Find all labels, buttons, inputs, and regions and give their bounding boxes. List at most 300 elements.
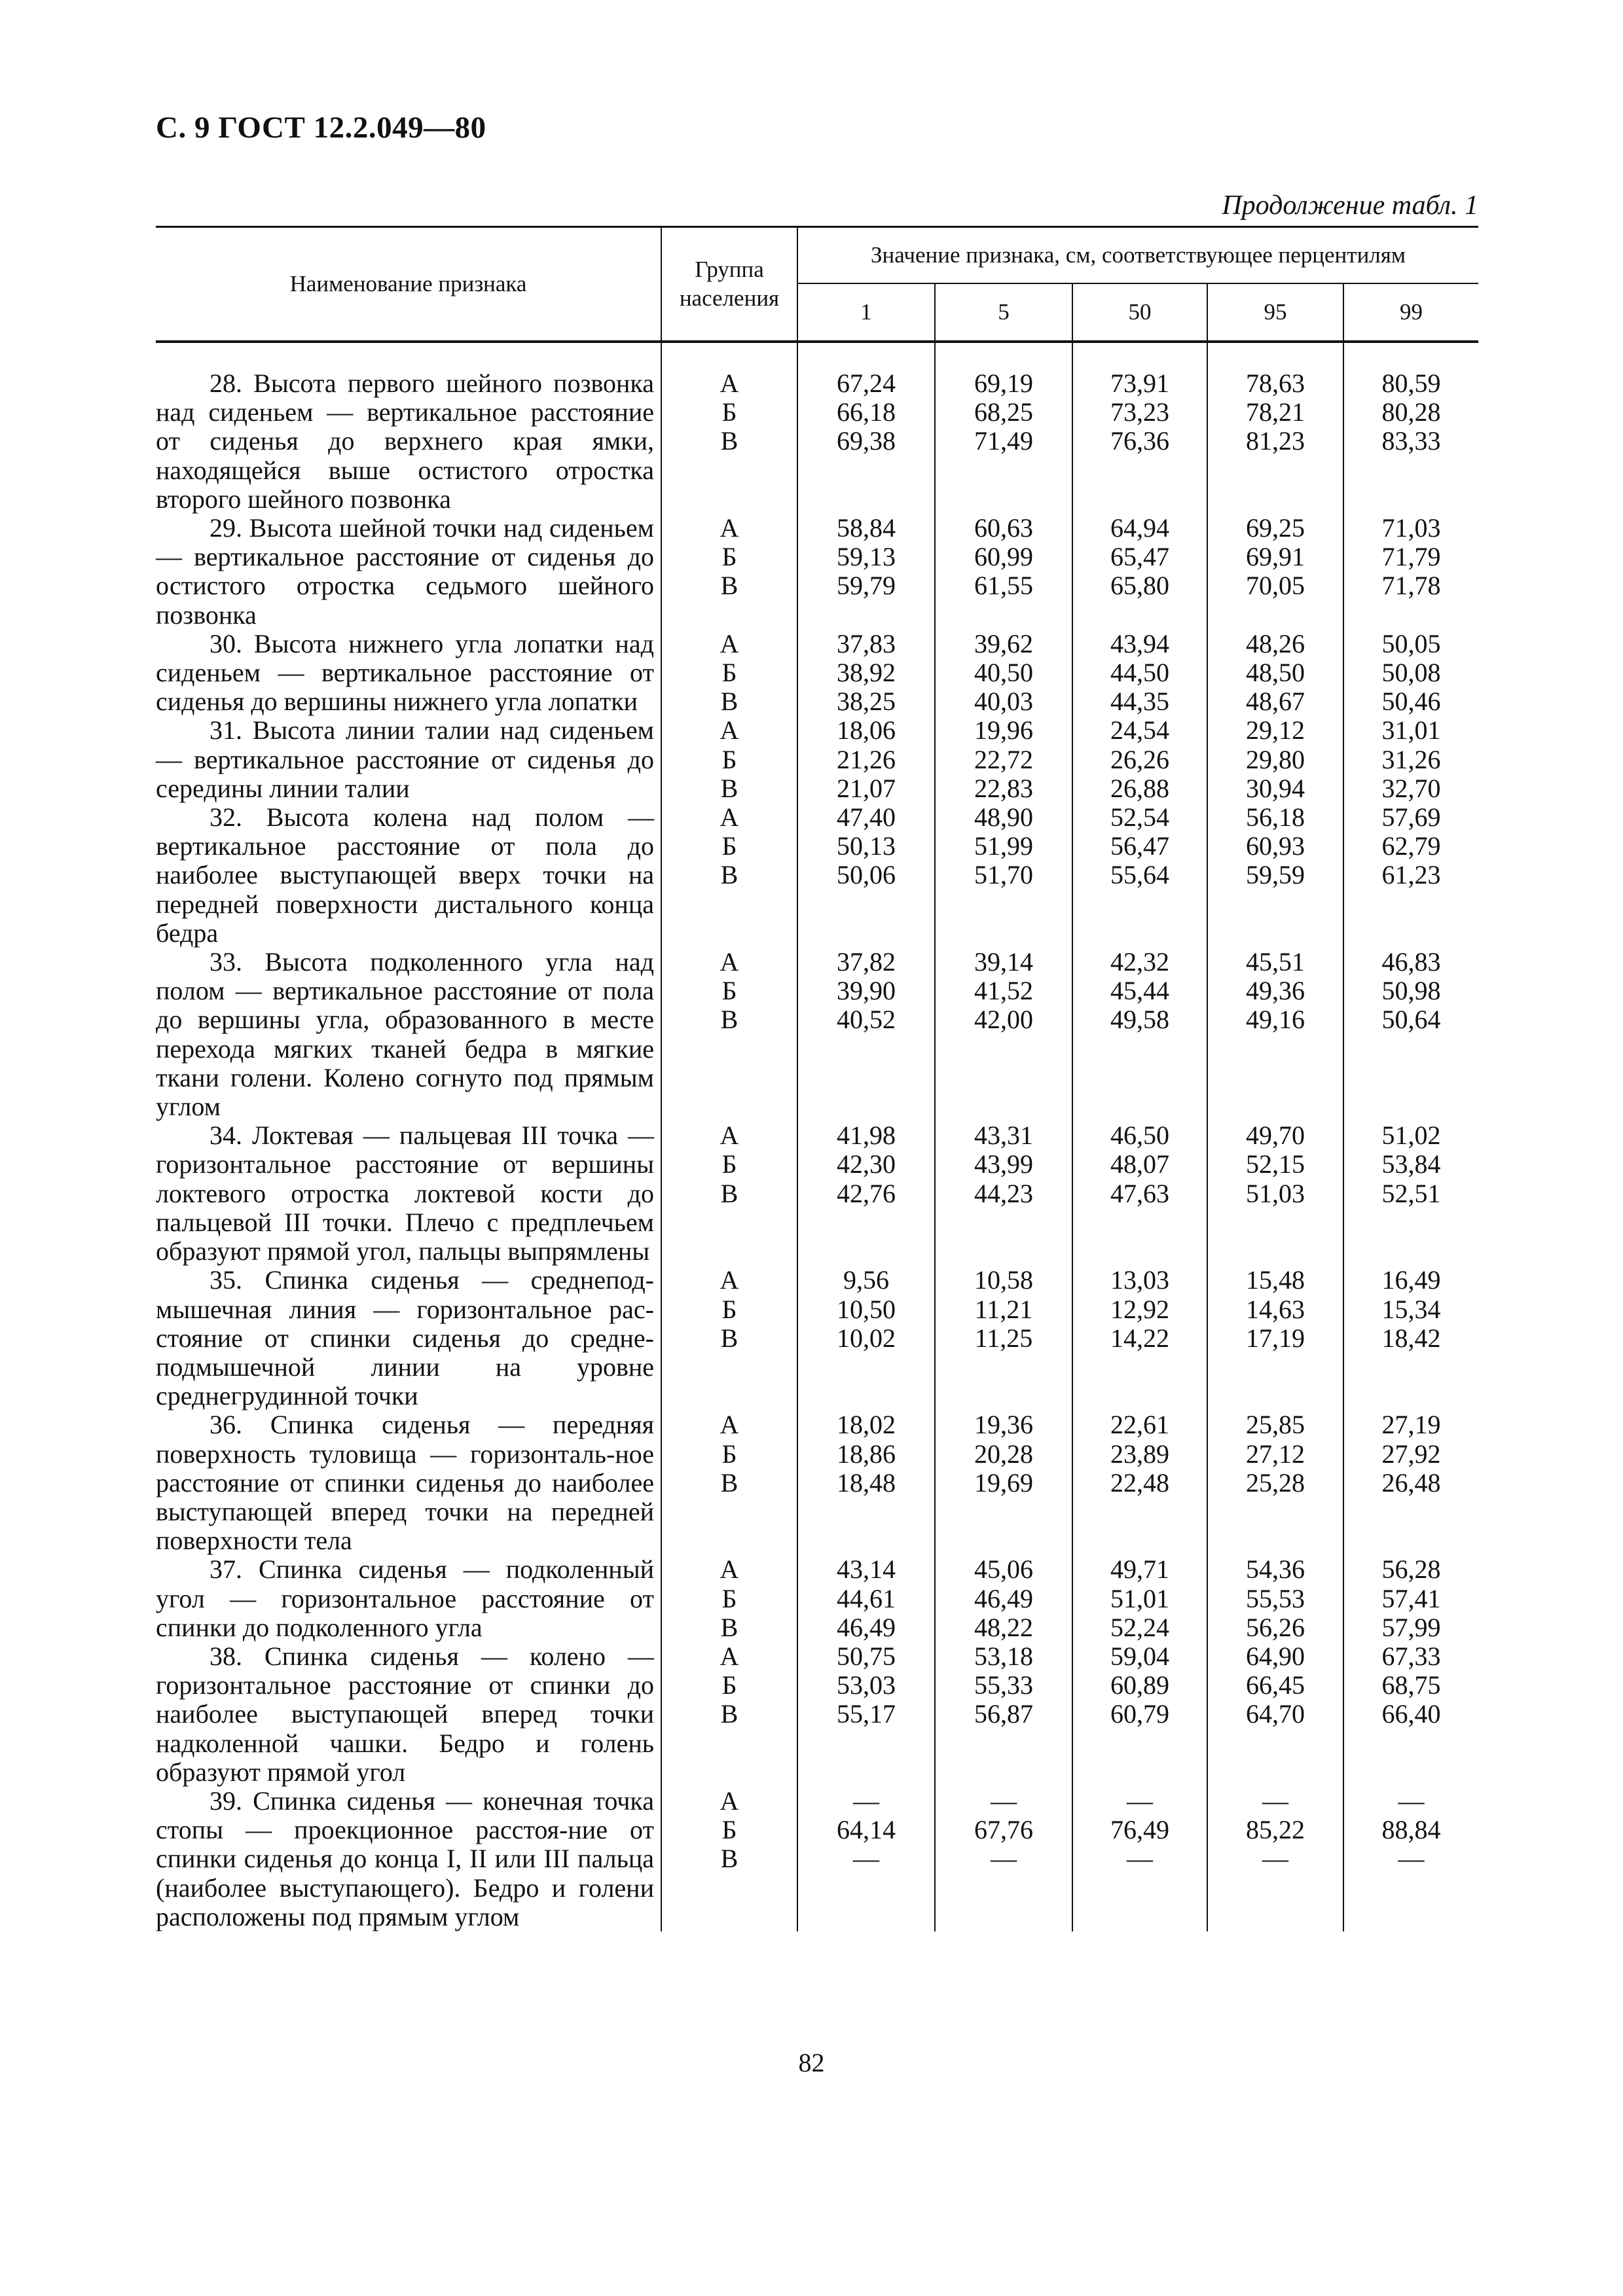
column-header-values: Значение признака, см, соответствующее перцентилям: [797, 227, 1478, 284]
feature-name-cell: [156, 1410, 661, 1555]
percentile-p50-cell: [1072, 514, 1207, 630]
percentile-header-50: 50: [1072, 283, 1207, 342]
feature-name: 32. Высота колена над полом — вертикальное расстояние от пола до наиболее выступающей вверх точки на передней поверхности дистального конца бедра: [156, 802, 654, 948]
percentile-value: 18,48: [837, 1467, 896, 1498]
percentile-value: 18,42: [1381, 1323, 1441, 1353]
percentile-value: 67,76: [974, 1815, 1033, 1845]
percentile-value: 65,47: [1110, 542, 1169, 572]
population-group: А: [720, 802, 739, 833]
population-group: В: [720, 1467, 739, 1498]
feature-name-cell: [156, 1121, 661, 1266]
percentile-value: 53,18: [974, 1641, 1033, 1671]
percentile-value: 48,22: [974, 1612, 1033, 1642]
population-group: В: [720, 687, 739, 717]
percentile-value: 43,14: [837, 1554, 896, 1585]
percentile-value: 76,36: [1110, 426, 1169, 456]
table-body: [156, 342, 1478, 1931]
percentile-value: 52,24: [1110, 1612, 1169, 1642]
percentile-value: 26,26: [1110, 744, 1169, 774]
percentile-value: 55,33: [974, 1670, 1033, 1700]
percentile-value: 37,82: [837, 947, 896, 977]
percentile-p5-cell: [935, 1410, 1072, 1555]
feature-name-cell: [156, 803, 661, 948]
percentile-p1-cell: [797, 369, 935, 514]
percentile-value: 50,13: [837, 831, 896, 861]
percentile-p5-cell: [935, 1121, 1072, 1266]
percentile-value: 66,45: [1246, 1670, 1305, 1700]
percentile-header-99: 99: [1343, 283, 1478, 342]
percentile-p95-cell: [1207, 1121, 1343, 1266]
percentile-value: 13,03: [1110, 1265, 1169, 1295]
percentile-value: 46,50: [1110, 1121, 1169, 1151]
table-row: [156, 948, 1478, 1121]
population-group-cell: [661, 369, 797, 514]
percentile-value: 56,47: [1110, 831, 1169, 861]
percentile-p1-cell: [797, 716, 935, 803]
percentile-value: 51,02: [1381, 1121, 1441, 1151]
feature-name-cell: [156, 1266, 661, 1410]
percentile-value: 60,79: [1110, 1699, 1169, 1729]
population-group: Б: [721, 542, 737, 572]
percentile-value: 37,83: [837, 628, 896, 658]
percentile-value: 69,91: [1246, 542, 1305, 572]
percentile-value: 38,92: [837, 658, 896, 688]
percentile-p99-cell: [1343, 630, 1478, 717]
feature-name-cell: [156, 1555, 661, 1642]
table-row: [156, 1555, 1478, 1642]
percentile-p50-cell: [1072, 1121, 1207, 1266]
percentile-p1-cell: [797, 630, 935, 717]
percentile-value: 22,61: [1110, 1410, 1169, 1440]
percentile-value: 15,48: [1246, 1265, 1305, 1295]
percentile-value: 71,03: [1381, 513, 1441, 543]
percentile-p5-cell: [935, 630, 1072, 717]
percentile-value: 38,25: [837, 687, 896, 717]
percentile-p95-cell: [1207, 1555, 1343, 1642]
percentile-value: 15,34: [1381, 1294, 1441, 1324]
percentile-value: 39,14: [974, 947, 1033, 977]
percentile-p95-cell: [1207, 514, 1343, 630]
population-group-cell: [661, 1642, 797, 1787]
table-row: [156, 369, 1478, 514]
percentile-value: 21,26: [837, 744, 896, 774]
population-group: Б: [721, 1670, 737, 1700]
percentile-value: 55,53: [1246, 1583, 1305, 1613]
percentile-value: 70,05: [1246, 571, 1305, 601]
percentile-value: 53,84: [1381, 1149, 1441, 1179]
population-group-cell: [661, 803, 797, 948]
percentile-value: 14,22: [1110, 1323, 1169, 1353]
percentile-header-1: 1: [797, 283, 935, 342]
feature-name: 28. Высота первого шейного позвонка над сиденьем — вертикальное расстояние от сиденья до верхнего края ямки, находящейся выше остистого отростка второго шейного позвонка: [156, 368, 654, 514]
percentile-value: 46,49: [974, 1583, 1033, 1613]
percentile-p50-cell: [1072, 1787, 1207, 1931]
percentile-p5-cell: [935, 716, 1072, 803]
percentile-p99-cell: [1343, 1642, 1478, 1787]
anthropometric-table: [156, 226, 1478, 1931]
percentile-value: 61,23: [1381, 860, 1441, 890]
percentile-value: 43,99: [974, 1149, 1033, 1179]
percentile-value: 42,32: [1110, 947, 1169, 977]
percentile-value: 65,80: [1110, 571, 1169, 601]
percentile-value: 50,06: [837, 860, 896, 890]
population-group: А: [720, 1410, 739, 1440]
percentile-value: 11,25: [974, 1323, 1033, 1353]
population-group: А: [720, 947, 739, 977]
percentile-p99-cell: [1343, 1266, 1478, 1410]
percentile-value: 66,40: [1381, 1699, 1441, 1729]
percentile-value: 51,99: [974, 831, 1033, 861]
percentile-value: 55,17: [837, 1699, 896, 1729]
percentile-value: 44,50: [1110, 658, 1169, 688]
percentile-value: 40,03: [974, 687, 1033, 717]
percentile-value: 69,25: [1246, 513, 1305, 543]
table-row: [156, 803, 1478, 948]
table-row: [156, 514, 1478, 630]
percentile-value: 62,79: [1381, 831, 1441, 861]
percentile-value: 23,89: [1110, 1439, 1169, 1469]
percentile-p5-cell: [935, 1642, 1072, 1787]
percentile-value: 60,93: [1246, 831, 1305, 861]
population-group: А: [720, 513, 739, 543]
percentile-value: 22,48: [1110, 1467, 1169, 1498]
percentile-value: 44,35: [1110, 687, 1169, 717]
percentile-value: 19,69: [974, 1467, 1033, 1498]
percentile-value: 56,18: [1246, 802, 1305, 833]
percentile-value: 18,06: [837, 715, 896, 745]
percentile-value: 43,94: [1110, 628, 1169, 658]
percentile-value: 49,58: [1110, 1005, 1169, 1035]
percentile-value: 49,71: [1110, 1554, 1169, 1585]
percentile-value: 55,64: [1110, 860, 1169, 890]
percentile-value: 39,90: [837, 976, 896, 1006]
column-header-group-line1: Группа: [695, 257, 764, 283]
percentile-value: 52,15: [1246, 1149, 1305, 1179]
percentile-value: 41,52: [974, 976, 1033, 1006]
percentile-value: 68,75: [1381, 1670, 1441, 1700]
feature-name: 33. Высота подколенного угла над полом — вертикальное расстояние от пола до вершины угла, образованного в месте перехода мягких тканей бедра в мягкие ткани голени. Колено согнуто под прямым углом: [156, 947, 654, 1122]
percentile-value: 27,12: [1246, 1439, 1305, 1469]
feature-name: 35. Спинка сиденья — среднепод-мышечная линия — горизонтальное рас-стояние от спинки сиденья до средне-подмышечной линии на уровне среднегрудинной точки: [156, 1265, 654, 1411]
percentile-header-95: 95: [1207, 283, 1343, 342]
percentile-value: 71,78: [1381, 571, 1441, 601]
column-header-group: [661, 227, 797, 342]
population-group: Б: [721, 397, 737, 427]
table-row: [156, 1121, 1478, 1266]
percentile-value: 26,48: [1381, 1467, 1441, 1498]
percentile-value: —: [853, 1844, 879, 1874]
percentile-value: 73,23: [1110, 397, 1169, 427]
table-continuation-label: Продолжение табл. 1: [1222, 190, 1478, 221]
population-group-cell: [661, 630, 797, 717]
feature-name: 38. Спинка сиденья — колено — горизонтальное расстояние от спинки до наиболее выступающей вперед точки надколенной чашки. Бедро и голень образуют прямой угол: [156, 1641, 654, 1787]
population-group: Б: [721, 976, 737, 1006]
percentile-value: 16,49: [1381, 1265, 1441, 1295]
percentile-value: 42,76: [837, 1178, 896, 1208]
percentile-p99-cell: [1343, 948, 1478, 1121]
percentile-value: 50,05: [1381, 628, 1441, 658]
percentile-value: 59,13: [837, 542, 896, 572]
percentile-value: 59,04: [1110, 1641, 1169, 1671]
table-row: [156, 716, 1478, 803]
percentile-value: 59,79: [837, 571, 896, 601]
population-group: В: [720, 1178, 739, 1208]
column-header-group-line2: населения: [679, 285, 780, 311]
percentile-p50-cell: [1072, 1642, 1207, 1787]
percentile-p5-cell: [935, 1787, 1072, 1931]
percentile-p99-cell: [1343, 514, 1478, 630]
page-number: 82: [798, 2048, 825, 2077]
percentile-p1-cell: [797, 1121, 935, 1266]
percentile-p50-cell: [1072, 716, 1207, 803]
population-group: А: [720, 1121, 739, 1151]
percentile-value: 53,03: [837, 1670, 896, 1700]
population-group: Б: [721, 1149, 737, 1179]
percentile-value: 24,54: [1110, 715, 1169, 745]
percentile-p1-cell: [797, 803, 935, 948]
percentile-value: 81,23: [1246, 426, 1305, 456]
percentile-value: 10,58: [974, 1265, 1033, 1295]
feature-name-cell: [156, 514, 661, 630]
percentile-p95-cell: [1207, 716, 1343, 803]
percentile-value: 50,08: [1381, 658, 1441, 688]
percentile-value: 18,02: [837, 1410, 896, 1440]
percentile-value: 58,84: [837, 513, 896, 543]
percentile-value: 57,41: [1381, 1583, 1441, 1613]
percentile-value: 40,50: [974, 658, 1033, 688]
feature-name-cell: [156, 948, 661, 1121]
percentile-value: 88,84: [1381, 1815, 1441, 1845]
percentile-value: 22,72: [974, 744, 1033, 774]
percentile-value: 52,51: [1381, 1178, 1441, 1208]
percentile-value: 71,79: [1381, 542, 1441, 572]
percentile-p99-cell: [1343, 803, 1478, 948]
percentile-value: 44,61: [837, 1583, 896, 1613]
population-group-cell: [661, 948, 797, 1121]
population-group: А: [720, 1554, 739, 1585]
percentile-p50-cell: [1072, 630, 1207, 717]
percentile-value: 11,21: [974, 1294, 1033, 1324]
percentile-value: 22,83: [974, 773, 1033, 803]
percentile-p5-cell: [935, 948, 1072, 1121]
percentile-value: 41,98: [837, 1121, 896, 1151]
population-group-cell: [661, 716, 797, 803]
percentile-value: 59,59: [1246, 860, 1305, 890]
population-group: А: [720, 628, 739, 658]
percentile-p1-cell: [797, 1642, 935, 1787]
percentile-value: 78,21: [1246, 397, 1305, 427]
percentile-value: 56,26: [1246, 1612, 1305, 1642]
percentile-value: 49,70: [1246, 1121, 1305, 1151]
percentile-p95-cell: [1207, 630, 1343, 717]
population-group: Б: [721, 1439, 737, 1469]
percentile-value: 46,83: [1381, 947, 1441, 977]
percentile-p99-cell: [1343, 1410, 1478, 1555]
percentile-value: 18,86: [837, 1439, 896, 1469]
percentile-value: 10,50: [837, 1294, 896, 1324]
percentile-value: 48,26: [1246, 628, 1305, 658]
percentile-value: 60,89: [1110, 1670, 1169, 1700]
population-group: В: [720, 1323, 739, 1353]
percentile-value: 60,99: [974, 542, 1033, 572]
feature-name: 39. Спинка сиденья — конечная точка стопы — проекционное расстоя-ние от спинки сиденья до конца I, II или III пальца (наиболее выступающего). Бедро и голени расположены под прямым углом: [156, 1785, 654, 1931]
percentile-value: 57,99: [1381, 1612, 1441, 1642]
population-group-cell: [661, 1266, 797, 1410]
percentile-value: 45,44: [1110, 976, 1169, 1006]
percentile-value: 31,01: [1381, 715, 1441, 745]
percentile-value: —: [1127, 1844, 1153, 1874]
feature-name: 29. Высота шейной точки над сиденьем — вертикальное расстояние от сиденья до остистого отростка седьмого шейного позвонка: [156, 513, 654, 630]
percentile-p1-cell: [797, 948, 935, 1121]
percentile-value: 64,94: [1110, 513, 1169, 543]
percentile-value: 80,59: [1381, 368, 1441, 398]
percentile-value: 39,62: [974, 628, 1033, 658]
percentile-value: 12,92: [1110, 1294, 1169, 1324]
percentile-p95-cell: [1207, 369, 1343, 514]
percentile-value: 42,30: [837, 1149, 896, 1179]
percentile-value: 48,90: [974, 802, 1033, 833]
table-row: [156, 1787, 1478, 1931]
percentile-value: 21,07: [837, 773, 896, 803]
percentile-value: 10,02: [837, 1323, 896, 1353]
feature-name-cell: [156, 716, 661, 803]
percentile-value: 64,14: [837, 1815, 896, 1845]
population-group: А: [720, 368, 739, 398]
table-row: [156, 1410, 1478, 1555]
population-group-cell: [661, 1121, 797, 1266]
percentile-p5-cell: [935, 369, 1072, 514]
percentile-value: 25,28: [1246, 1467, 1305, 1498]
percentile-p5-cell: [935, 803, 1072, 948]
table-row: [156, 1266, 1478, 1410]
population-group: В: [720, 860, 739, 890]
percentile-p1-cell: [797, 1266, 935, 1410]
percentile-value: —: [1398, 1844, 1425, 1874]
table-spacer-row: [156, 342, 1478, 369]
percentile-value: 50,46: [1381, 687, 1441, 717]
percentile-value: 26,88: [1110, 773, 1169, 803]
percentile-value: 48,07: [1110, 1149, 1169, 1179]
percentile-value: 69,38: [837, 426, 896, 456]
percentile-header-5: 5: [935, 283, 1072, 342]
population-group-cell: [661, 514, 797, 630]
percentile-value: 80,28: [1381, 397, 1441, 427]
percentile-value: 29,12: [1246, 715, 1305, 745]
percentile-value: 40,52: [837, 1005, 896, 1035]
document-header: С. 9 ГОСТ 12.2.049—80: [156, 111, 486, 145]
population-group: Б: [721, 831, 737, 861]
percentile-value: 47,40: [837, 802, 896, 833]
feature-name-cell: [156, 1642, 661, 1787]
percentile-p1-cell: [797, 1410, 935, 1555]
percentile-p50-cell: [1072, 1410, 1207, 1555]
percentile-p5-cell: [935, 514, 1072, 630]
percentile-value: —: [1127, 1785, 1153, 1816]
population-group: В: [720, 571, 739, 601]
population-group: А: [720, 715, 739, 745]
percentile-p99-cell: [1343, 1121, 1478, 1266]
feature-name: 31. Высота линии талии над сиденьем — вертикальное расстояние от сиденья до середины линии талии: [156, 715, 654, 803]
population-group: В: [720, 1699, 739, 1729]
percentile-value: 51,70: [974, 860, 1033, 890]
percentile-value: 67,24: [837, 368, 896, 398]
percentile-value: 27,92: [1381, 1439, 1441, 1469]
percentile-value: 32,70: [1381, 773, 1441, 803]
percentile-value: 66,18: [837, 397, 896, 427]
feature-name: 30. Высота нижнего угла лопатки над сиденьем — вертикальное расстояние от сиденья до вершины нижнего угла лопатки: [156, 628, 654, 717]
percentile-value: —: [1398, 1785, 1425, 1816]
percentile-value: 51,03: [1246, 1178, 1305, 1208]
percentile-value: 19,96: [974, 715, 1033, 745]
percentile-value: 76,49: [1110, 1815, 1169, 1845]
percentile-p99-cell: [1343, 1555, 1478, 1642]
percentile-value: 17,19: [1246, 1323, 1305, 1353]
percentile-p50-cell: [1072, 948, 1207, 1121]
percentile-value: 42,00: [974, 1005, 1033, 1035]
percentile-value: 30,94: [1246, 773, 1305, 803]
percentile-value: 83,33: [1381, 426, 1441, 456]
percentile-p50-cell: [1072, 803, 1207, 948]
percentile-p95-cell: [1207, 803, 1343, 948]
percentile-value: 49,36: [1246, 976, 1305, 1006]
feature-name: 36. Спинка сиденья — передняя поверхность туловища — горизонталь-ное расстояние от спинки сиденья до наиболее выступающей вперед точки на передней поверхности тела: [156, 1410, 654, 1556]
percentile-value: 61,55: [974, 571, 1033, 601]
population-group: А: [720, 1641, 739, 1671]
percentile-value: 46,49: [837, 1612, 896, 1642]
percentile-value: 64,90: [1246, 1641, 1305, 1671]
percentile-p50-cell: [1072, 369, 1207, 514]
percentile-p99-cell: [1343, 716, 1478, 803]
table-row: [156, 1642, 1478, 1787]
percentile-value: 52,54: [1110, 802, 1169, 833]
percentile-value: —: [991, 1844, 1017, 1874]
percentile-value: 48,50: [1246, 658, 1305, 688]
population-group-cell: [661, 1787, 797, 1931]
percentile-value: 56,87: [974, 1699, 1033, 1729]
percentile-value: —: [991, 1785, 1017, 1816]
population-group-cell: [661, 1410, 797, 1555]
percentile-p1-cell: [797, 514, 935, 630]
percentile-p95-cell: [1207, 1410, 1343, 1555]
percentile-p99-cell: [1343, 369, 1478, 514]
population-group: Б: [721, 658, 737, 688]
percentile-value: 9,56: [843, 1265, 889, 1295]
percentile-value: 85,22: [1246, 1815, 1305, 1845]
percentile-value: 78,63: [1246, 368, 1305, 398]
population-group: В: [720, 1005, 739, 1035]
percentile-value: 64,70: [1246, 1699, 1305, 1729]
percentile-value: 31,26: [1381, 744, 1441, 774]
percentile-value: 71,49: [974, 426, 1033, 456]
percentile-p5-cell: [935, 1266, 1072, 1410]
percentile-p1-cell: [797, 1787, 935, 1931]
percentile-value: 60,63: [974, 513, 1033, 543]
percentile-value: 19,36: [974, 1410, 1033, 1440]
percentile-p5-cell: [935, 1555, 1072, 1642]
percentile-value: 50,75: [837, 1641, 896, 1671]
percentile-p99-cell: [1343, 1787, 1478, 1931]
feature-name: 37. Спинка сиденья — подколенный угол — горизонтальное расстояние от спинки до подколенного угла: [156, 1554, 654, 1642]
percentile-p1-cell: [797, 1555, 935, 1642]
percentile-value: —: [1262, 1844, 1288, 1874]
percentile-p50-cell: [1072, 1555, 1207, 1642]
column-header-name: Наименование признака: [289, 271, 527, 296]
percentile-value: 73,91: [1110, 368, 1169, 398]
feature-name-cell: [156, 369, 661, 514]
percentile-value: 50,98: [1381, 976, 1441, 1006]
percentile-value: 43,31: [974, 1121, 1033, 1151]
population-group-cell: [661, 1555, 797, 1642]
